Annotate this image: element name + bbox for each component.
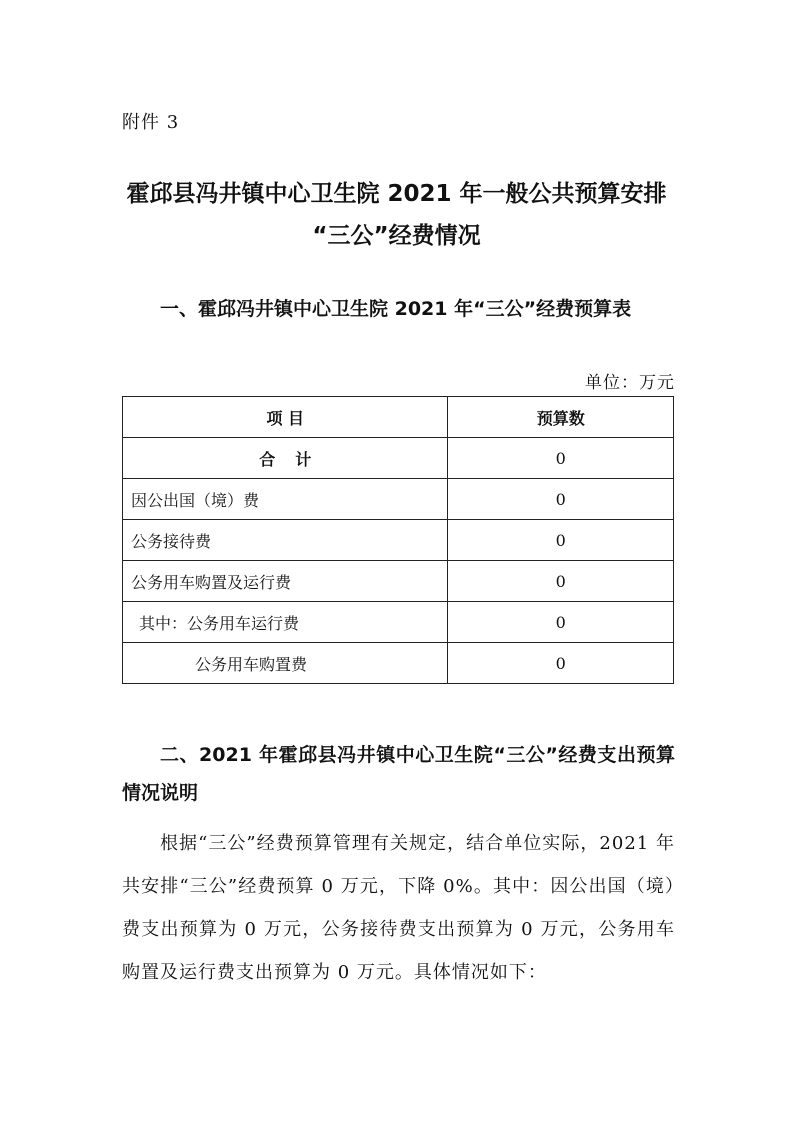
header-amount: 预算数 <box>448 397 674 438</box>
attachment-label: 附件 3 <box>122 112 180 133</box>
unit-label: 单位：万元 <box>585 373 675 393</box>
row-label: 因公出国（境）费 <box>123 479 448 520</box>
explanation-paragraph: 根据“三公”经费预算管理有关规定，结合单位实际，2021 年共安排“三公”经费预算 0 万元，下降 0%。其中：因公出国（境）费支出预算为 0 万元，公务接待费支出预算为 0 万元，公务用车购置及运行费支出预算为 0 万元。具体情况如下： <box>122 833 675 983</box>
row-value: 0 <box>448 479 674 520</box>
row-label: 其中：公务用车运行费 <box>123 602 448 643</box>
table-row <box>123 643 674 684</box>
budget-table <box>122 396 674 684</box>
section-2-heading: 二、2021 年霍邱县冯井镇中心卫生院“三公”经费支出预算情况说明 <box>122 744 675 804</box>
total-value: 0 <box>448 438 674 479</box>
table-row <box>123 520 674 561</box>
table-row <box>123 561 674 602</box>
section-1-heading: 一、霍邱冯井镇中心卫生院 2021 年“三公”经费预算表 <box>160 298 632 320</box>
table-row <box>123 602 674 643</box>
header-item: 项 目 <box>123 397 448 438</box>
row-label: 公务用车购置费 <box>123 643 448 684</box>
row-label: 公务接待费 <box>123 520 448 561</box>
table-row <box>123 479 674 520</box>
row-value: 0 <box>448 602 674 643</box>
document-title-line-1: 霍邱县冯井镇中心卫生院 2021 年一般公共预算安排 <box>126 181 667 207</box>
row-value: 0 <box>448 643 674 684</box>
row-value: 0 <box>448 520 674 561</box>
table-header-row <box>123 397 674 438</box>
document-title-line-2: “三公”经费情况 <box>312 223 481 249</box>
row-value: 0 <box>448 561 674 602</box>
row-label: 公务用车购置及运行费 <box>123 561 448 602</box>
table-row-total <box>123 438 674 479</box>
total-label: 合计 <box>123 438 448 479</box>
